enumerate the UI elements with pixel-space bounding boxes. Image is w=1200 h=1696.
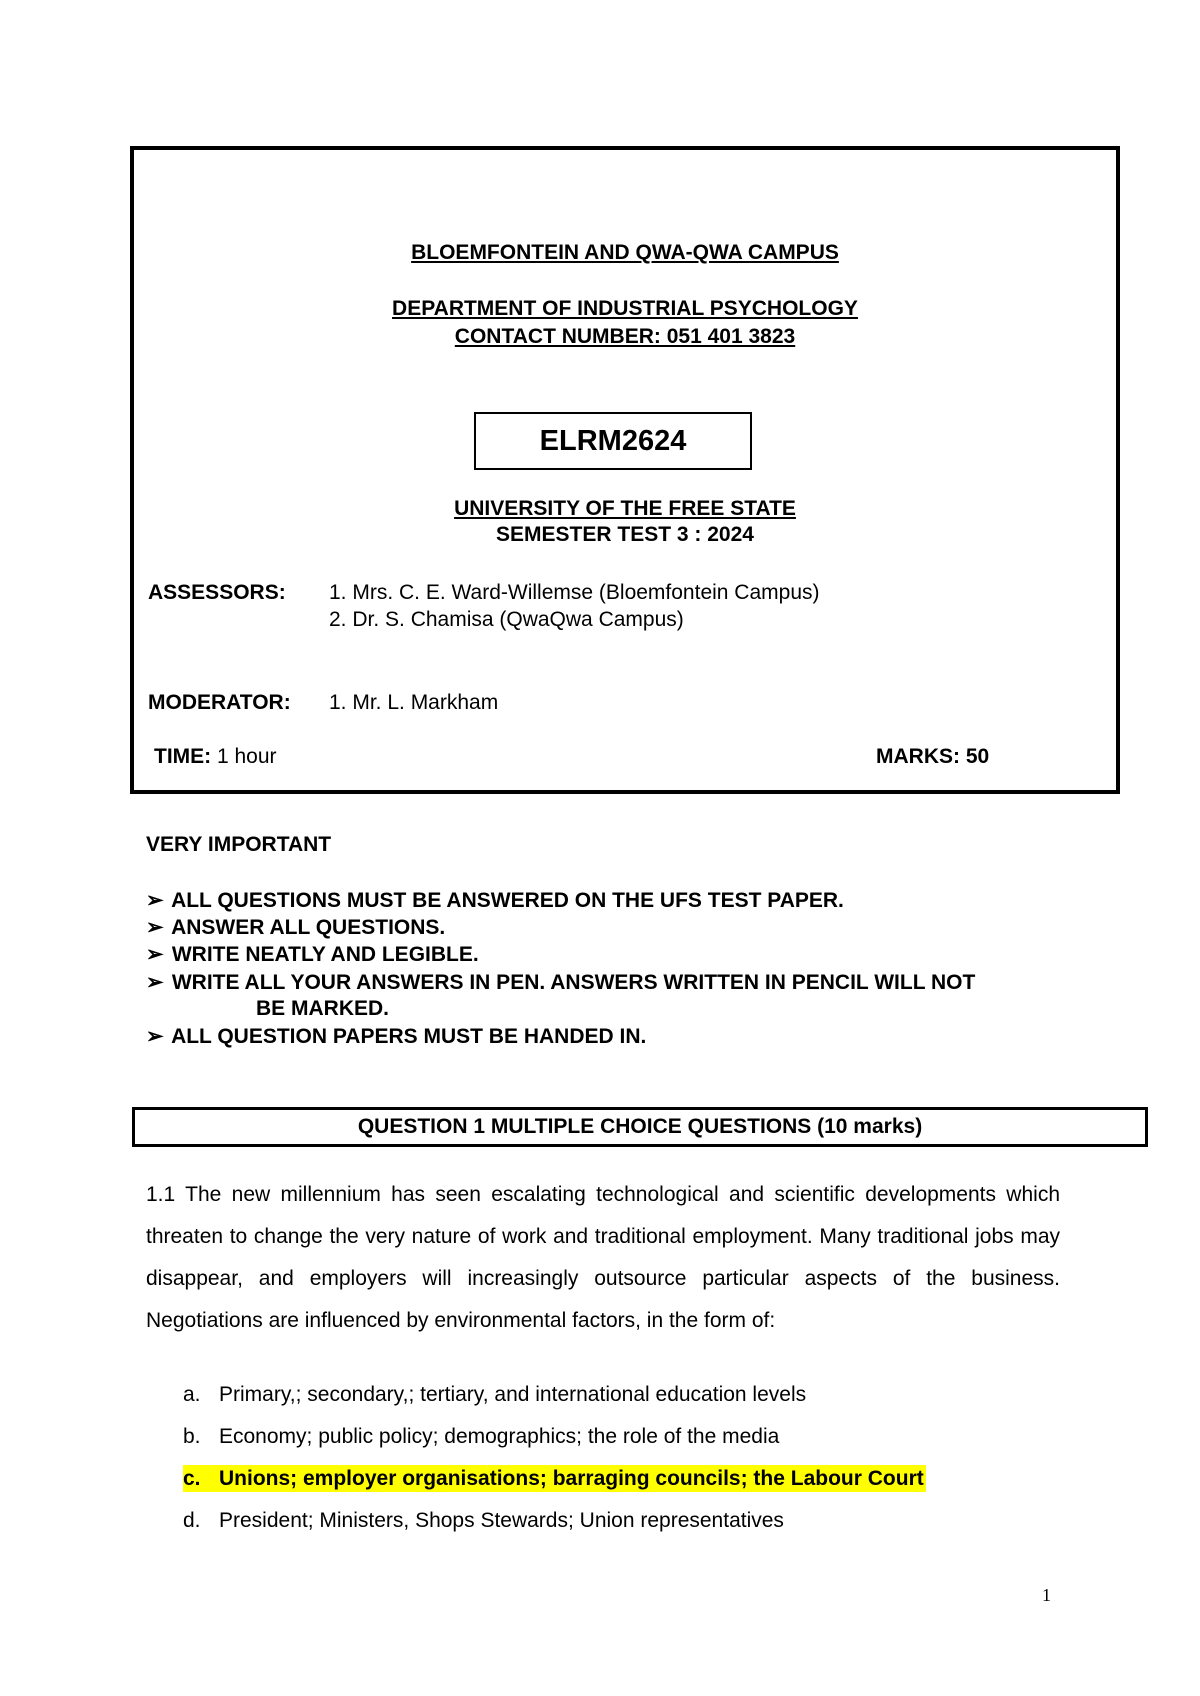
question-1-1-text: 1.1 The new millennium has seen escalating technological and scientific developments which threaten to change the very nature of work and traditional employment. Many traditional jobs may disappear, and employers will increasingly outsource particular aspects of the business. Negotiations are influenced by environmental factors, in the form of:: [146, 1183, 1060, 1332]
option-text: Economy; public policy; demographics; the role of the media: [219, 1425, 780, 1448]
test-title: SEMESTER TEST 3 : 2024: [496, 523, 754, 546]
option-c-correct: [183, 1464, 926, 1494]
assessor-1: 1. Mrs. C. E. Ward-Willemse (Bloemfontein Campus): [329, 581, 820, 604]
option-letter: c.: [183, 1467, 201, 1490]
arrow-bullet-icon: ➢: [146, 943, 164, 966]
department-title: DEPARTMENT OF INDUSTRIAL PSYCHOLOGY: [392, 297, 858, 320]
marks-info: MARKS: 50: [876, 745, 990, 768]
page-number: 1: [1042, 1585, 1051, 1605]
instruction-item-continued: BE MARKED.: [256, 997, 390, 1020]
option-letter: d.: [183, 1509, 201, 1532]
option-letter: b.: [183, 1425, 201, 1448]
option-d: [183, 1506, 784, 1536]
instruction-item: ➢ WRITE ALL YOUR ANSWERS IN PEN. ANSWERS WRITTEN IN PENCIL WILL NOT: [146, 971, 976, 994]
option-a: [183, 1380, 806, 1410]
answer-highlight: [183, 1465, 926, 1492]
time-label: TIME:: [154, 745, 212, 768]
module-code: ELRM2624: [474, 412, 752, 470]
assessor-2: 2. Dr. S. Chamisa (QwaQwa Campus): [329, 608, 684, 631]
question-1-heading: QUESTION 1 MULTIPLE CHOICE QUESTIONS (10 marks): [132, 1107, 1148, 1147]
moderator-label: MODERATOR:: [148, 691, 291, 714]
arrow-bullet-icon: ➢: [146, 889, 164, 912]
moderator-name: 1. Mr. L. Markham: [329, 691, 499, 714]
cover-header-box: [130, 146, 1120, 794]
campus-title: BLOEMFONTEIN AND QWA-QWA CAMPUS: [411, 241, 839, 264]
assessors-label: ASSESSORS:: [148, 581, 286, 604]
arrow-bullet-icon: ➢: [146, 971, 164, 994]
instruction-item: ➢ WRITE NEATLY AND LEGIBLE.: [146, 943, 479, 966]
arrow-bullet-icon: ➢: [146, 1025, 164, 1048]
instruction-item: ➢ ANSWER ALL QUESTIONS.: [146, 916, 446, 939]
option-text: Primary,; secondary,; tertiary, and international education levels: [219, 1383, 807, 1406]
instructions-title: VERY IMPORTANT: [146, 833, 332, 856]
option-letter: a.: [183, 1383, 201, 1406]
university-name: UNIVERSITY OF THE FREE STATE: [454, 497, 796, 520]
time-value: 1 hour: [211, 745, 277, 768]
instruction-item: ➢ ALL QUESTIONS MUST BE ANSWERED ON THE UFS TEST PAPER.: [146, 889, 844, 912]
option-b: [183, 1422, 779, 1452]
time-info: [154, 744, 277, 770]
contact-number: CONTACT NUMBER: 051 401 3823: [454, 325, 796, 348]
arrow-bullet-icon: ➢: [146, 916, 164, 939]
option-text: Unions; employer organisations; barraging councils; the Labour Court: [219, 1467, 924, 1490]
instruction-item: ➢ ALL QUESTION PAPERS MUST BE HANDED IN.: [146, 1025, 647, 1048]
option-text: President; Ministers, Shops Stewards; Union representatives: [219, 1509, 784, 1532]
